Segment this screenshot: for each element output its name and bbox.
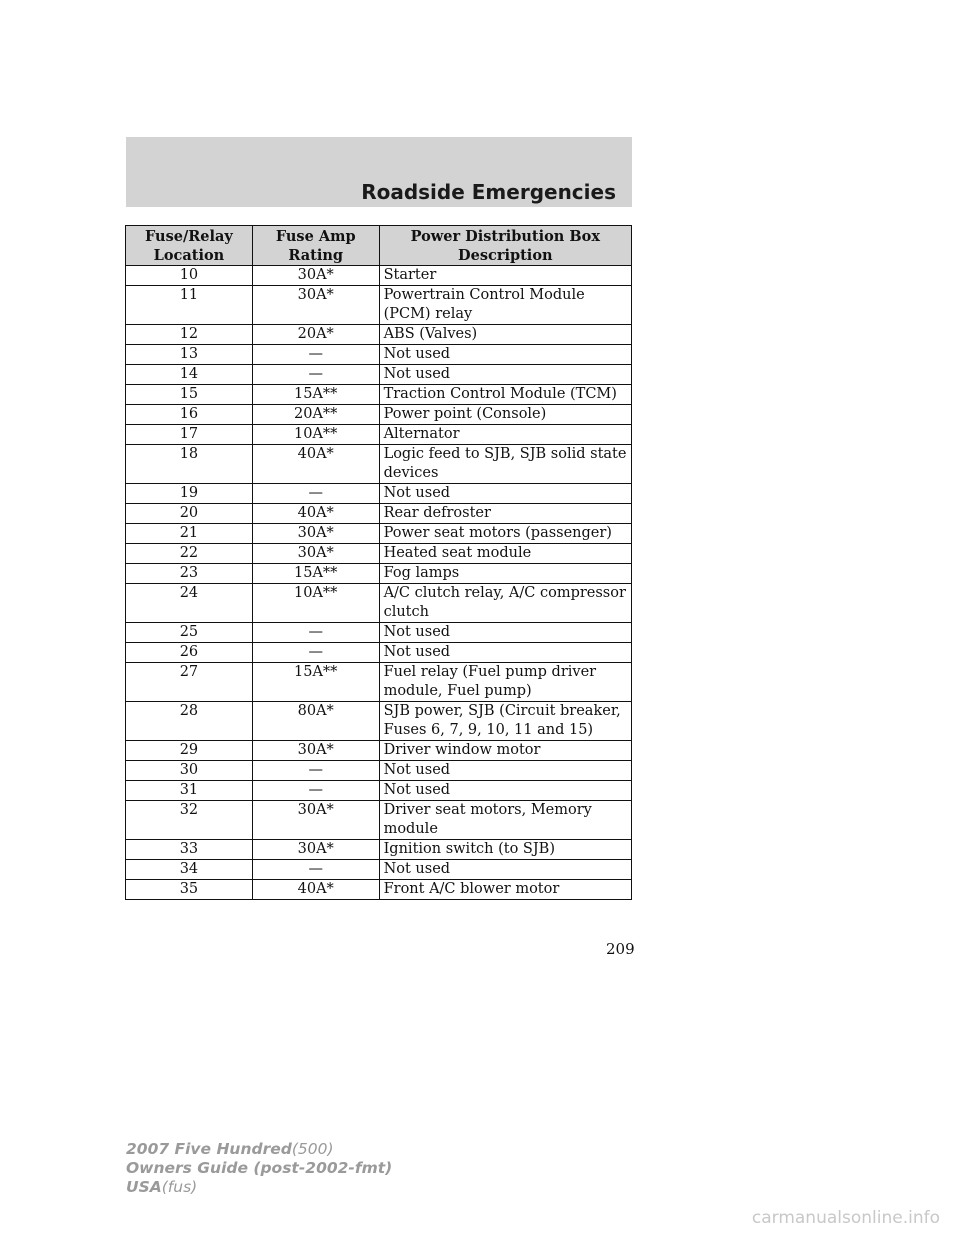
table-row [126,663,632,702]
cell-amp-rating: — [252,623,379,643]
watermark: carmanualsonline.info [751,1208,940,1228]
table-row [126,405,632,425]
cell-amp-rating: 40A* [252,445,379,484]
table-row [126,484,632,504]
cell-location: 23 [126,564,253,584]
table-body [126,266,632,900]
table-row [126,365,632,385]
cell-amp-rating: 10A** [252,425,379,445]
cell-amp-rating: 30A* [252,741,379,761]
cell-amp-rating: 10A** [252,584,379,623]
cell-amp-rating: 15A** [252,385,379,405]
cell-location: 20 [126,504,253,524]
cell-location: 29 [126,741,253,761]
cell-location: 24 [126,584,253,623]
cell-amp-rating: 15A** [252,564,379,584]
cell-description: ABS (Valves) [379,325,631,345]
cell-amp-rating: 30A* [252,840,379,860]
cell-location: 18 [126,445,253,484]
section-header-band [126,137,632,207]
cell-description: Starter [379,266,631,286]
cell-location: 26 [126,643,253,663]
cell-description: Ignition switch (to SJB) [379,840,631,860]
cell-location: 17 [126,425,253,445]
cell-amp-rating: 30A* [252,266,379,286]
table-row [126,880,632,900]
table-row [126,325,632,345]
cell-description: Logic feed to SJB, SJB solid state devices [379,445,631,484]
cell-description: Powertrain Control Module (PCM) relay [379,286,631,325]
footer-line-3 [126,1178,392,1197]
table-row [126,840,632,860]
cell-description: Not used [379,484,631,504]
table-row [126,860,632,880]
cell-amp-rating: — [252,860,379,880]
table-row [126,643,632,663]
fuse-table [125,225,632,900]
cell-amp-rating: — [252,484,379,504]
cell-description: Alternator [379,425,631,445]
table-row [126,761,632,781]
table-row [126,524,632,544]
footer-line-2: Owners Guide (post-2002-fmt) [126,1159,393,1177]
cell-location: 28 [126,702,253,741]
cell-amp-rating: 30A* [252,544,379,564]
footer-model-code: (500) [291,1140,334,1158]
table-row [126,286,632,325]
cell-amp-rating: — [252,643,379,663]
cell-location: 14 [126,365,253,385]
cell-amp-rating: 30A* [252,286,379,325]
cell-location: 27 [126,663,253,702]
cell-description: Fuel relay (Fuel pump driver module, Fuel pump) [379,663,631,702]
cell-amp-rating: — [252,365,379,385]
cell-amp-rating: 40A* [252,880,379,900]
table-row [126,584,632,623]
table-row [126,564,632,584]
cell-description: Front A/C blower motor [379,880,631,900]
table-row [126,623,632,643]
section-title: Roadside Emergencies [361,180,616,204]
cell-amp-rating: 20A* [252,325,379,345]
column-header-description: Power Distribution Box Description [379,226,631,266]
table-row [126,385,632,405]
cell-description: Not used [379,345,631,365]
table-row [126,781,632,801]
footer-line-1 [126,1140,392,1159]
table-row [126,345,632,365]
table-row [126,266,632,286]
cell-description: Power seat motors (passenger) [379,524,631,544]
cell-description: Not used [379,643,631,663]
cell-location: 34 [126,860,253,880]
cell-description: Not used [379,781,631,801]
cell-location: 25 [126,623,253,643]
table-header-row [126,226,632,266]
footer-market-code: (fus) [161,1178,198,1196]
footer-model: 2007 Five Hundred [126,1140,292,1158]
cell-location: 16 [126,405,253,425]
cell-amp-rating: 80A* [252,702,379,741]
table-row [126,702,632,741]
cell-amp-rating: 30A* [252,801,379,840]
cell-location: 33 [126,840,253,860]
cell-location: 12 [126,325,253,345]
cell-description: SJB power, SJB (Circuit breaker, Fuses 6, 7, 9, 10, 11 and 15) [379,702,631,741]
cell-location: 15 [126,385,253,405]
cell-amp-rating: — [252,345,379,365]
column-header-location: Fuse/Relay Location [126,226,253,266]
cell-description: Not used [379,623,631,643]
cell-description: Driver seat motors, Memory module [379,801,631,840]
cell-location: 10 [126,266,253,286]
table-row [126,741,632,761]
cell-description: Not used [379,365,631,385]
cell-amp-rating: — [252,761,379,781]
cell-location: 32 [126,801,253,840]
cell-amp-rating: 30A* [252,524,379,544]
cell-description: Power point (Console) [379,405,631,425]
cell-description: Fog lamps [379,564,631,584]
cell-location: 22 [126,544,253,564]
cell-location: 13 [126,345,253,365]
cell-amp-rating: 40A* [252,504,379,524]
cell-description: Not used [379,860,631,880]
cell-location: 35 [126,880,253,900]
table-row [126,801,632,840]
footer-market: USA [126,1178,162,1196]
cell-location: 30 [126,761,253,781]
cell-location: 21 [126,524,253,544]
footer [126,1140,392,1197]
cell-amp-rating: 20A** [252,405,379,425]
cell-description: Not used [379,761,631,781]
cell-description: Driver window motor [379,741,631,761]
table-row [126,544,632,564]
page-number: 209 [606,940,635,958]
cell-description: Traction Control Module (TCM) [379,385,631,405]
table-row [126,504,632,524]
cell-description: Rear defroster [379,504,631,524]
table-row [126,445,632,484]
column-header-amp-rating: Fuse Amp Rating [252,226,379,266]
cell-amp-rating: — [252,781,379,801]
table-row [126,425,632,445]
cell-location: 19 [126,484,253,504]
cell-amp-rating: 15A** [252,663,379,702]
cell-description: Heated seat module [379,544,631,564]
cell-location: 31 [126,781,253,801]
cell-description: A/C clutch relay, A/C compressor clutch [379,584,631,623]
cell-location: 11 [126,286,253,325]
